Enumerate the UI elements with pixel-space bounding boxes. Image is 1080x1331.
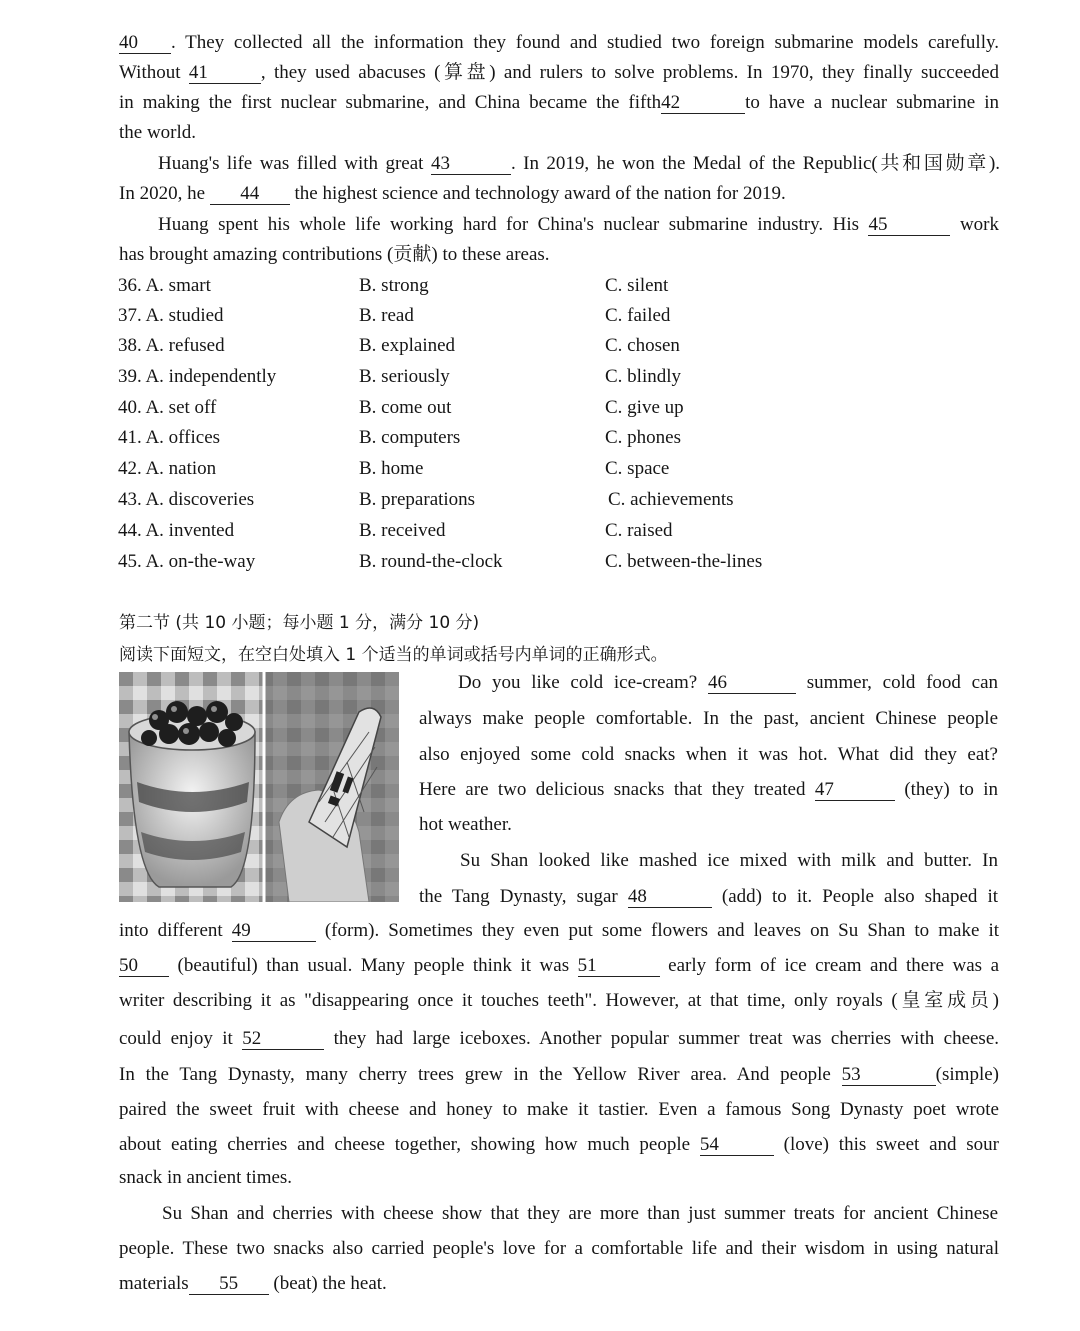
passage-text: Huang spent his whole life working hard for China's nuclear submarine industry. His xyxy=(158,214,859,235)
option-a: 44. A. invented xyxy=(118,520,235,541)
passage-text: work xyxy=(959,214,999,235)
passage2-line xyxy=(119,1130,999,1160)
passage2-line: always make people comfortable. In the past, ancient Chinese people xyxy=(419,708,998,729)
passage-text: the highest science and technology award of the nation for 2019. xyxy=(294,183,786,204)
passage-text: could enjoy it xyxy=(119,1028,233,1049)
blank-55: 55 xyxy=(189,1274,269,1295)
blank-47: 47 xyxy=(815,780,895,801)
option-a: 45. A. on-the-way xyxy=(118,551,256,572)
blank-49: 49 xyxy=(232,921,316,942)
option-b: B. received xyxy=(359,520,446,541)
passage-text: in making the first nuclear submarine, and China became the fifth xyxy=(119,92,662,113)
passage-text: Without xyxy=(119,62,181,83)
passage2-line: Su Shan and cherries with cheese show that they are more than just summer treats for ancient Chinese xyxy=(162,1203,998,1224)
option-c: C. achievements xyxy=(608,489,734,510)
section-title: 第二节 (共 10 小题；每小题 1 分，满分 10 分) xyxy=(119,613,480,633)
passage-text: . In 2019, he won the Medal of the Republic(共和国勋章). xyxy=(510,153,1001,174)
option-b: B. home xyxy=(359,458,424,479)
passage-text: Do you like cold ice-cream? xyxy=(458,672,698,693)
blank-42: 42 xyxy=(661,93,745,114)
passage2-line xyxy=(119,1024,999,1054)
option-a: 40. A. set off xyxy=(118,397,217,418)
option-a: 36. A. smart xyxy=(118,275,211,296)
passage2-line: paired the sweet fruit with cheese and honey to make it tastier. Even a famous Song Dynasty poet wrote xyxy=(119,1099,999,1120)
passage-text: (love) this sweet and sour xyxy=(783,1134,999,1155)
passage-text: into different xyxy=(119,920,223,941)
option-b: B. seriously xyxy=(359,366,450,387)
passage-line: the world. xyxy=(119,122,197,143)
passage2-line: Su Shan looked like mashed ice mixed with milk and butter. In xyxy=(460,850,998,871)
passage2-line: hot weather. xyxy=(419,814,512,835)
passage2-line xyxy=(119,951,999,981)
passage-text: to have a nuclear submarine in xyxy=(745,92,999,113)
passage-line xyxy=(119,58,999,88)
passage-text: In the Tang Dynasty, many cherry trees grew in the Yellow River area. And people xyxy=(119,1064,831,1085)
option-c: C. space xyxy=(605,458,670,479)
passage-text: (they) to in xyxy=(904,779,999,800)
option-c: C. between-the-lines xyxy=(605,551,763,572)
option-c: C. chosen xyxy=(605,335,680,356)
option-c: C. raised xyxy=(605,520,673,541)
option-b: B. come out xyxy=(359,397,452,418)
passage-text: they had large iceboxes. Another popular summer treat was cherries with cheese. xyxy=(333,1028,1000,1049)
blank-48: 48 xyxy=(628,887,712,908)
passage-text: (add) to it. People also shaped it xyxy=(721,886,999,907)
passage2-line xyxy=(119,1269,387,1299)
blank-51: 51 xyxy=(578,956,660,977)
passage2-line xyxy=(119,916,999,946)
passage2-line: writer describing it as "disappearing once it touches teeth". However, at that time, only royals (皇室成员) xyxy=(119,990,999,1011)
option-b: B. round-the-clock xyxy=(359,551,503,572)
blank-53: 53 xyxy=(842,1065,936,1086)
snack-photo xyxy=(119,672,399,902)
option-c: C. give up xyxy=(605,397,684,418)
option-c: C. blindly xyxy=(605,366,682,387)
blank-40: 40 xyxy=(119,33,171,54)
option-c: C. silent xyxy=(605,275,669,296)
option-a: 37. A. studied xyxy=(118,305,224,326)
passage-text: (beat) the heat. xyxy=(273,1273,387,1294)
blank-52: 52 xyxy=(242,1029,324,1050)
option-a: 39. A. independently xyxy=(118,366,277,387)
option-c: C. phones xyxy=(605,427,681,448)
passage-text: Here are two delicious snacks that they treated xyxy=(419,779,806,800)
snack-photo-image xyxy=(119,672,399,902)
option-b: B. read xyxy=(359,305,414,326)
passage-text: materials xyxy=(119,1273,189,1294)
passage-text: (beautiful) than usual. Many people think it was xyxy=(177,955,570,976)
passage2-line: people. These two snacks also carried people's love for a comfortable life and their wisdom in using natural xyxy=(119,1238,999,1259)
blank-43: 43 xyxy=(431,154,511,175)
passage-line xyxy=(119,28,999,58)
blank-41: 41 xyxy=(189,63,261,84)
passage2-line: snack in ancient times. xyxy=(119,1167,293,1188)
passage2-line xyxy=(419,882,998,912)
option-c: C. failed xyxy=(605,305,671,326)
passage-text: In 2020, he xyxy=(119,183,206,204)
passage-text: summer, cold food can xyxy=(806,672,999,693)
passage-text: (form). Sometimes they even put some flowers and leaves on Su Shan to make it xyxy=(324,920,1000,941)
blank-54: 54 xyxy=(700,1135,774,1156)
passage-text: Huang's life was filled with great xyxy=(158,153,424,174)
blank-50: 50 xyxy=(119,956,169,977)
option-b: B. strong xyxy=(359,275,429,296)
passage-text: , they used abacuses (算盘) and rulers to solve problems. In 1970, they finally succeeded xyxy=(260,62,1000,83)
passage-text: (simple) xyxy=(935,1064,999,1085)
option-b: B. computers xyxy=(359,427,461,448)
blank-46: 46 xyxy=(708,673,796,694)
section-instruction: 阅读下面短文，在空白处填入 1 个适当的单词或括号内单词的正确形式。 xyxy=(119,645,668,665)
passage-text: early form of ice cream and there was a xyxy=(668,955,1000,976)
passage2-line: also enjoyed some cold snacks when it was hot. What did they eat? xyxy=(419,744,998,765)
passage2-line xyxy=(458,668,998,698)
passage-line xyxy=(158,149,1000,179)
option-a: 38. A. refused xyxy=(118,335,225,356)
passage-text: about eating cherries and cheese together, showing how much people xyxy=(119,1134,691,1155)
passage2-line xyxy=(419,775,998,805)
blank-45: 45 xyxy=(868,215,950,236)
passage-line: has brought amazing contributions (贡献) to these areas. xyxy=(119,244,550,265)
passage-line xyxy=(119,88,999,118)
passage-text: the Tang Dynasty, sugar xyxy=(419,886,618,907)
passage2-line xyxy=(119,1060,999,1090)
passage-text: . They collected all the information they found and studied two foreign submarine models carefully. xyxy=(171,32,999,53)
option-a: 41. A. offices xyxy=(118,427,221,448)
blank-44: 44 xyxy=(210,184,290,205)
option-b: B. preparations xyxy=(359,489,476,510)
option-a: 42. A. nation xyxy=(118,458,217,479)
option-a: 43. A. discoveries xyxy=(118,489,255,510)
passage-line xyxy=(119,179,786,209)
option-b: B. explained xyxy=(359,335,456,356)
passage-line xyxy=(158,210,999,240)
